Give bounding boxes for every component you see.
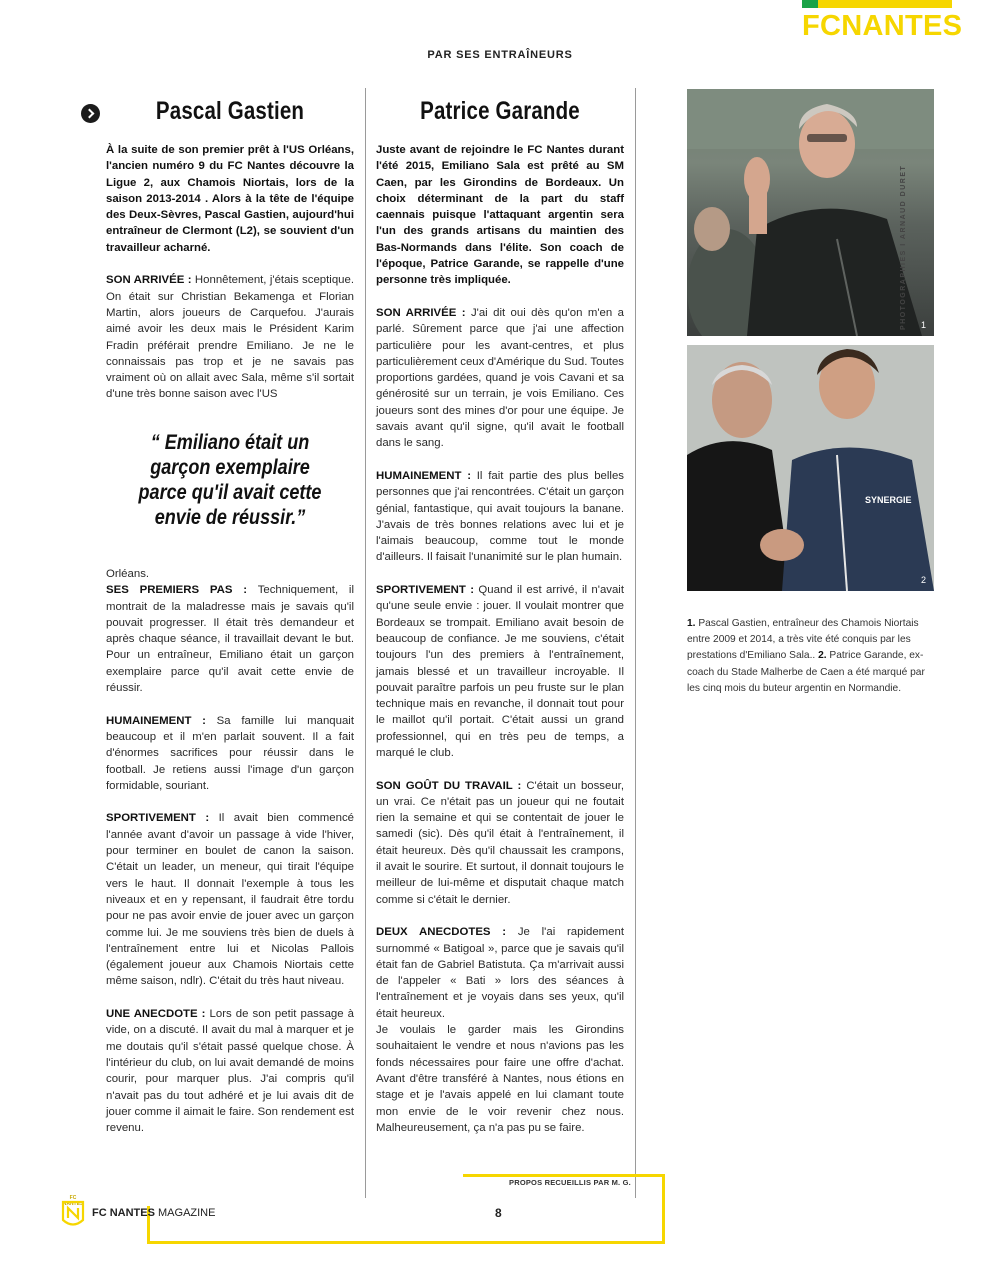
- photo-caption: [687, 616, 937, 697]
- column-divider-right: [635, 88, 636, 1198]
- logo-small-text: FC NANTES: [62, 1195, 84, 1207]
- left-arrivee-text: Honnêtement, j'étais sceptique. On était sur Christian Bekamenga et Florian Martin, alors joueurs de Carquefou. J'aurais aimé avoir les deux mais le Président Karim Fradin préférait prendre Emiliano. Je ne le connaissais pas trop et je ne savais pas vraiment où on allait avec Sala, même s'il sortait d'une très bonne saison avec l'US: [106, 274, 354, 401]
- magazine-name-bold: FC NANTES: [92, 1207, 155, 1219]
- left-column-bottom-text: [106, 566, 354, 1136]
- page-number: 8: [495, 1206, 502, 1220]
- photo-1-number: 1: [920, 320, 926, 330]
- left-humainement-text: Sa famille lui manquait beaucoup et il m'en parlait souvent. Il a fait d'énormes sacrifices pour réussir dans le football. Je retiens aussi l'image d'un garçon formidable, souriant.: [106, 714, 354, 792]
- middle-anecdotes-text: Je l'ai rapidement surnommé « Batigoal », parce que je savais qu'il était fan de Gabriel Batistuta. Ça m'arrivait aussi de l'appeler « Bati » lors des séances à l'entraînement et je voyais dans ses yeux, qu'il était heureux.: [376, 926, 624, 1020]
- left-intro: À la suite de son premier prêt à l'US Orléans, l'ancien numéro 9 du FC Nantes découvre la Ligue 2, aux Chamois Niortais, lors de la saison 2013-2014 . Alors à la tête de l'équipe des Deux-Sèvres, Pascal Gastien, aujourd'hui entraîneur de Clermont (L2), se souvient d'un travailleur acharné.: [106, 144, 354, 254]
- left-anecdote-paragraph: [106, 1006, 354, 1136]
- caption-number-2: 2.: [818, 650, 827, 662]
- middle-intro: Juste avant de rejoindre le FC Nantes durant l'été 2015, Emiliano Sala est prêté au SM Caen, par les Girondins de Bordeaux. Un choix déterminant de la part du staff caennais puisque l'attaquant argentin sera l'un des grands artisans du maintien des Bas-Normands dans l'élite. Son coach de l'époque, Patrice Garande, se rappelle d'une personne très impliquée.: [376, 144, 624, 287]
- middle-arrivee-text: J'ai dit oui dès qu'on m'en a parlé. Sûrement parce que j'ai une affection particulière pour les avant-centres, et plus particulièrement ceux d'Amérique du Sud. Toutes proportions gardées, quand je vois Cavani et sa générosité sur un terrain, je vois Emiliano. Ces joueurs sont des mines d'or pour une équipe. Je savais avant qu'il signe, qu'il avait le football dans le sang.: [376, 306, 624, 450]
- middle-column-title: Patrice Garande: [420, 97, 580, 125]
- middle-sportivement-label: SPORTIVEMENT :: [376, 584, 475, 597]
- yellow-frame-bottom: [147, 1206, 665, 1244]
- left-sportivement-text: Il avait bien commencé l'année avant d'avoir un passage à vide l'hiver, pour terminer en boulet de canon la saison. C'était un leader, un meneur, qui tirait l'équipe vers le haut. Il donnait l'exemple à tous les niveaux et en y repensant, il faudrait être tordu pour ne pas avoir envie de jouer avec un garçon comme lui. Je me souviens très bien de duels à l'entraînement entre lui et Nicolas Pallois (également joueur aux Chamois Niortais cette même saison, ndlr). C'était du très haut niveau.: [106, 812, 354, 988]
- photo-patrice-garande: [687, 345, 934, 591]
- caption-number-1: 1.: [687, 618, 696, 629]
- pull-quote: “ Emiliano était un garçon exemplaire parce qu'il avait cette envie de réussir.”: [138, 431, 322, 529]
- section-label: PAR SES ENTRAÎNEURS: [427, 49, 573, 61]
- left-arrivee-end: Orléans.: [106, 568, 150, 580]
- brand-yellow-stripe: [818, 0, 952, 8]
- middle-humainement-text: Il fait partie des plus belles personnes que j'ai rencontrées. C'était un garçon génial, fantastique, qui avait toujours la banane. J'avais de très bonnes relations avec lui et je l'aimais beaucoup, comme tout le monde d'ailleurs. Il faisait l'unanimité sur le plan humain.: [376, 469, 624, 564]
- middle-anecdotes-paragraph: [376, 924, 624, 1022]
- caption-text-2: Patrice Garande, ex-coach du Stade Malherbe de Caen a été marqué par les cinq mois du buteur argentin en Normandie.: [687, 650, 925, 694]
- brand-green-stripe: [802, 0, 818, 8]
- interview-credit: PROPOS RECUEILLIS PAR M. G.: [509, 1178, 631, 1187]
- left-premiers-label: SES PREMIERS PAS :: [106, 584, 248, 597]
- photo-2-illustration: [687, 345, 934, 591]
- brand-title: FCNANTES: [802, 10, 963, 42]
- magazine-name: [92, 1207, 215, 1219]
- middle-gout-text: C'était un bosseur, un vrai. Ce n'était pas un joueur qui ne foutait rien la semaine et qui se contentait de jouer le samedi (sic). Dès qu'il était à l'entraînement, il était heureux. Dès qu'il chaussait les crampons, il avait le sourire. Et surtout, il donnait toujours le meilleur de lui-même et disputait chaque match comme si c'était le dernier.: [376, 779, 625, 906]
- photo-1-illustration: [687, 89, 934, 336]
- left-sportivement-label: SPORTIVEMENT :: [106, 812, 210, 825]
- middle-column-text: [376, 142, 624, 1136]
- jersey-sponsor-text: SYNERGIE: [865, 495, 912, 505]
- middle-sportivement-paragraph: [376, 582, 624, 761]
- middle-anecdotes-label: DEUX ANECDOTES :: [376, 926, 507, 939]
- middle-arrivee-paragraph: [376, 305, 624, 452]
- middle-gout-paragraph: [376, 778, 624, 908]
- middle-sportivement-text: Quand il est arrivé, il n'avait qu'une seule envie : jouer. Il voulait montrer que Bordeaux se trompait. Emiliano avait besoin de beaucoup de confiance. Je me souviens, c'était toujours l'un des premiers à l'entraînement, jamais blessé et un travailleur incroyable. Il pouvait paraître parfois un peu fruste sur le plan technique mais en revanche, il donnait tout pour le maillot qu'il portait. C'était aussi un grand professionnel, qui en très peu de temps, a marqué le club.: [376, 584, 625, 759]
- photo-2-number: 2: [920, 575, 926, 585]
- photo-pascal-gastien: [687, 89, 934, 336]
- left-column-top-text: [106, 142, 354, 403]
- middle-gout-label: SON GOÛT DU TRAVAIL :: [376, 779, 522, 792]
- left-sportivement-paragraph: [106, 810, 354, 989]
- middle-arrivee-label: SON ARRIVÉE :: [376, 306, 466, 319]
- left-anecdote-label: UNE ANECDOTE :: [106, 1008, 206, 1021]
- photo-credit: PHOTOGRAPHIES I ARNAUD DURET: [900, 164, 907, 330]
- left-humainement-label: HUMAINEMENT :: [106, 714, 206, 727]
- chevron-right-icon: [81, 104, 100, 123]
- left-anecdote-text: Lors de son petit passage à vide, on a discuté. Il avait du mal à marquer et je me doutais qu'il s'était passé quelque chose. À l'intérieur du club, on lui avait demandé de moins courir, pour marquer plus. J'ai compris qu'il n'avait pas du tout adhéré et je lui avais dit de jouer comme il aimait le faire. Son rendement est revenu.: [106, 1008, 354, 1135]
- middle-humainement-paragraph: [376, 468, 624, 566]
- logo-shield-icon: [60, 1200, 86, 1230]
- middle-anecdotes-paragraph-2: Je voulais le garder mais les Girondins souhaitaient le vendre et nous n'avions pas les fonds nécessaires pour faire une offre d'achat. Avant d'être transféré à Nantes, nous étions en stage et je l'avais appelé en lui clamant toute mon envie de le voir revenir chez nous. Malheureusement, ça n'a pas pu se faire.: [376, 1024, 624, 1134]
- left-column-title: Pascal Gastien: [155, 97, 305, 125]
- column-divider-left: [365, 88, 366, 1198]
- left-premiers-paragraph: [106, 582, 354, 696]
- left-arrivee-paragraph: [106, 272, 354, 402]
- magazine-name-rest: MAGAZINE: [154, 1207, 216, 1219]
- caption-text-1: Pascal Gastien, entraîneur des Chamois Niortais entre 2009 et 2014, a très vite été conquis par les prestations d'Emiliano Sala..: [687, 618, 919, 662]
- fc-nantes-logo: [60, 1195, 86, 1229]
- left-arrivee-label: SON ARRIVÉE :: [106, 274, 192, 287]
- middle-humainement-label: HUMAINEMENT :: [376, 469, 471, 482]
- brand-color-bar: [802, 0, 952, 8]
- left-premiers-text: Techniquement, il montrait de la maladresse mais je savais qu'il pouvait progresser. Il était très demandeur et après chaque séance, il travaillait devant le but. Pour un entraîneur, Emiliano était un garçon exemplaire parce qu'il avait cette envie de réussir.: [106, 584, 354, 695]
- left-humainement-paragraph: [106, 713, 354, 794]
